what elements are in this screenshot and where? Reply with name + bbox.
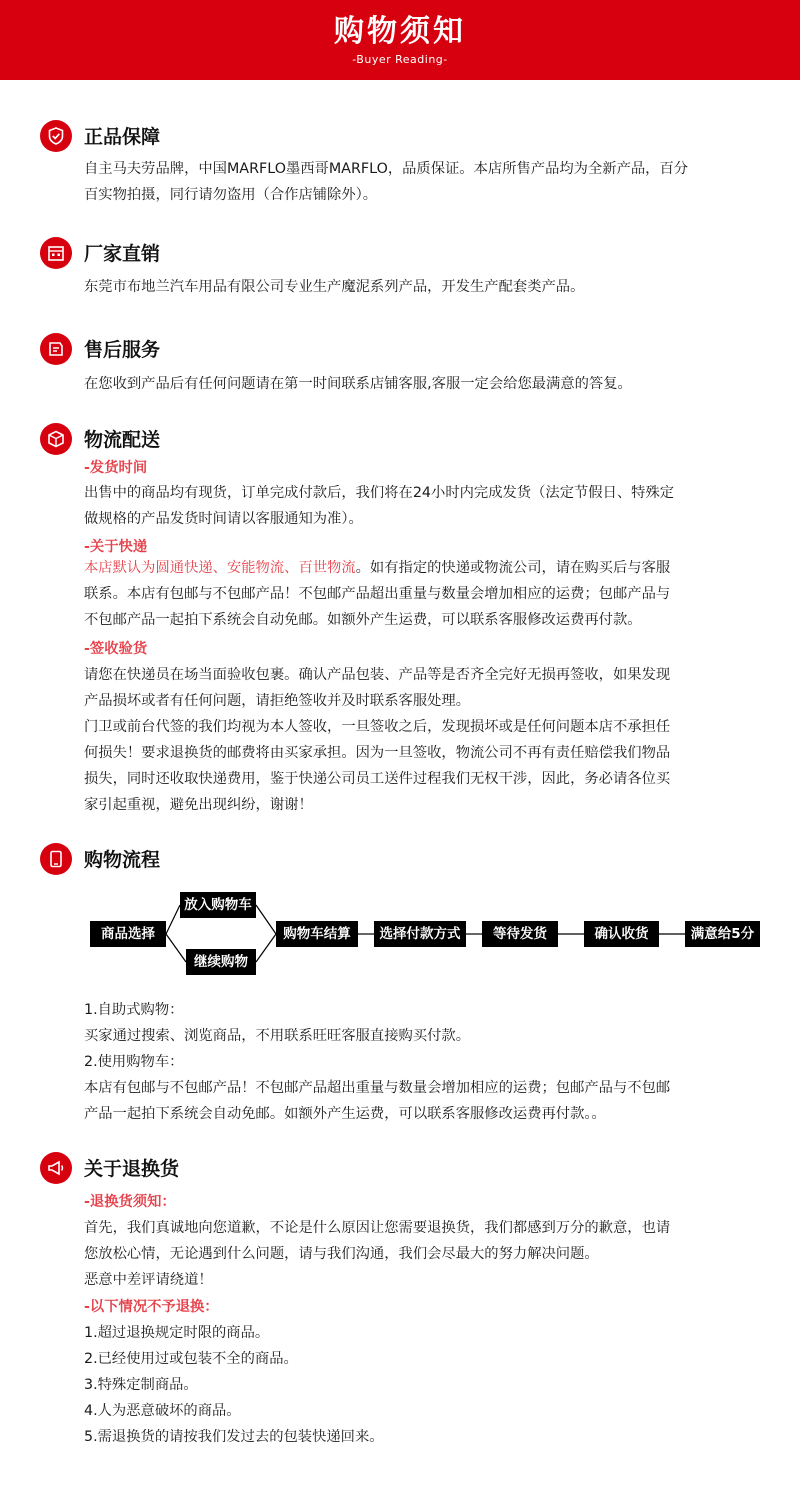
inspection-line-2: 产品损坏或者有任何问题，请拒绝签收并及时联系客服处理。 xyxy=(84,693,471,709)
flow-step-wait: 等待发货 xyxy=(482,921,558,947)
section-returns-title: 关于退换货 xyxy=(84,1158,180,1180)
flow-step-payment: 选择付款方式 xyxy=(374,921,466,947)
tablet-icon xyxy=(40,843,72,875)
returns-notice-line-1: 首先，我们真诚地向您道歉，不论是什么原因让您需要退换货，我们都感到万分的歉意，也请 xyxy=(84,1220,671,1236)
genuine-line-2: 百实物拍摄，同行请勿盗用（合作店铺除外）。 xyxy=(84,187,378,203)
process-line-3: 2.使用购物车： xyxy=(84,1054,184,1070)
ship-time-label: -发货时间 xyxy=(84,460,148,476)
section-logistics-title: 物流配送 xyxy=(84,429,161,451)
inspection-line-6: 家引起重视，避免出现纠纷，谢谢！ xyxy=(84,797,313,813)
megaphone-icon xyxy=(40,1152,72,1184)
express-default-couriers: 本店默认为圆通快递、安能物流、百世物流 xyxy=(84,560,356,576)
section-factory-title: 厂家直销 xyxy=(84,243,161,265)
returns-exclusions-label: -以下情况不予退换： xyxy=(84,1299,219,1315)
inspection-line-1: 请您在快递员在场当面验收包裹。确认产品包装、产品等是否齐全完好无损再签收，如果发现 xyxy=(84,667,671,683)
shield-check-icon xyxy=(40,120,72,152)
section-genuine-title: 正品保障 xyxy=(84,126,161,148)
process-line-1: 1.自助式购物： xyxy=(84,1002,184,1018)
returns-notice-line-3: 恶意中差评请绕道！ xyxy=(84,1272,213,1288)
exclusion-item-2: 2.已经使用过或包装不全的商品。 xyxy=(84,1351,298,1367)
exclusion-item-3: 3.特殊定制商品。 xyxy=(84,1377,198,1393)
flow-step-rate: 满意给5分 xyxy=(685,921,760,947)
inspection-label: -签收验货 xyxy=(84,641,148,657)
section-aftersales-title: 售后服务 xyxy=(84,339,161,361)
express-line-3: 不包邮产品一起拍下系统会自动免邮。如额外产生运费，可以联系客服修改运费再付款。 xyxy=(84,612,642,628)
shopping-flow-diagram xyxy=(0,890,800,980)
package-icon xyxy=(40,423,72,455)
process-line-4: 本店有包邮与不包邮产品！不包邮产品超出重量与数量会增加相应的运费；包邮产品与不包邮 xyxy=(84,1080,671,1096)
page-subtitle: -Buyer Reading- xyxy=(352,53,448,66)
flow-step-select: 商品选择 xyxy=(90,921,166,947)
section-process-title: 购物流程 xyxy=(84,849,161,871)
factory-line-1: 东莞市布地兰汽车用品有限公司专业生产魔泥系列产品，开发生产配套类产品。 xyxy=(84,279,585,295)
flow-step-checkout: 购物车结算 xyxy=(276,921,358,947)
page-title: 购物须知 xyxy=(334,14,466,49)
factory-icon xyxy=(40,237,72,269)
process-line-5: 产品一起拍下系统会自动免邮。如额外产生运费，可以联系客服修改运费再付款。。 xyxy=(84,1106,606,1122)
express-line-1 xyxy=(84,555,764,581)
exclusion-item-1: 1.超过退换规定时限的商品。 xyxy=(84,1325,270,1341)
aftersales-line-1: 在您收到产品后有任何问题请在第一时间联系店铺客服,客服一定会给您最满意的答复。 xyxy=(84,376,632,392)
express-label: -关于快递 xyxy=(84,539,148,555)
exclusion-item-4: 4.人为恶意破坏的商品。 xyxy=(84,1403,241,1419)
page-header xyxy=(0,0,800,80)
process-line-2: 买家通过搜索、浏览商品，不用联系旺旺客服直接购买付款。 xyxy=(84,1028,471,1044)
genuine-line-1: 自主马夫劳品牌，中国MARFLO墨西哥MARFLO，品质保证。本店所售产品均为全新产品，百分 xyxy=(84,161,689,177)
express-line-2: 联系。本店有包邮与不包邮产品！不包邮产品超出重量与数量会增加相应的运费；包邮产品与 xyxy=(84,586,671,602)
inspection-line-3: 门卫或前台代签的我们均视为本人签收，一旦签收之后，发现损坏或是任何问题本店不承担任 xyxy=(84,719,671,735)
returns-notice-label: -退换货须知： xyxy=(84,1194,176,1210)
returns-notice-line-2: 您放松心情，无论遇到什么问题，请与我们沟通，我们会尽最大的努力解决问题。 xyxy=(84,1246,599,1262)
ship-time-line-2: 做规格的产品发货时间请以客服通知为准）。 xyxy=(84,511,363,527)
flow-step-confirm: 确认收货 xyxy=(584,921,659,947)
express-line-1-rest: 。如有指定的快递或物流公司，请在购买后与客服 xyxy=(355,560,671,576)
inspection-line-5: 损失，同时还收取快递费用，鉴于快递公司员工送件过程我们无权干涉，因此，务必请各位买 xyxy=(84,771,671,787)
service-icon xyxy=(40,333,72,365)
flow-step-continue: 继续购物 xyxy=(186,949,256,975)
flow-step-add-cart: 放入购物车 xyxy=(180,892,256,918)
ship-time-line-1: 出售中的商品均有现货，订单完成付款后，我们将在24小时内完成发货（法定节假日、特殊定 xyxy=(84,485,675,501)
inspection-line-4: 何损失！要求退换货的邮费将由买家承担。因为一旦签收，物流公司不再有责任赔偿我们物品 xyxy=(84,745,671,761)
exclusion-item-5: 5.需退换货的请按我们发过去的包装快递回来。 xyxy=(84,1429,384,1445)
